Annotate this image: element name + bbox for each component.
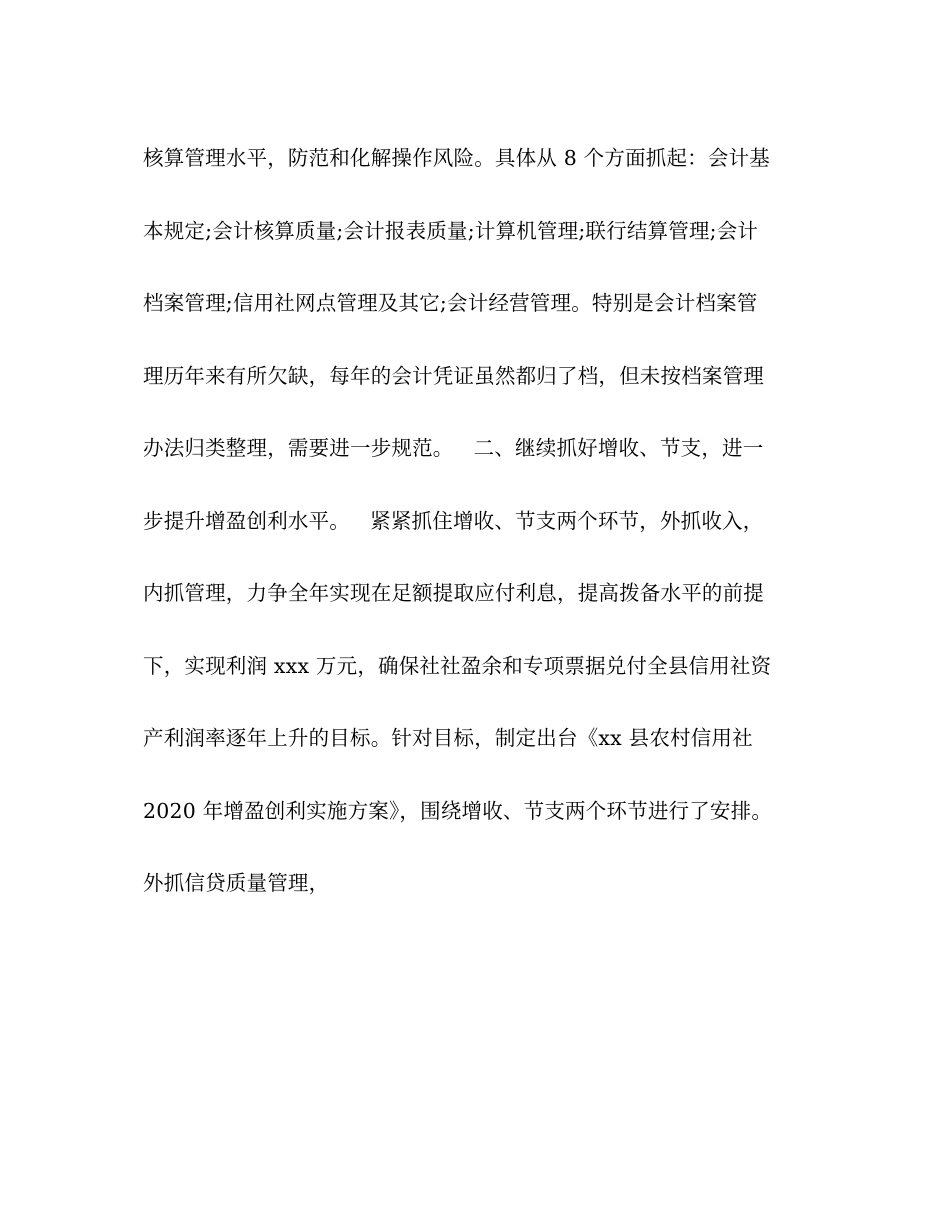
text-line: 办法归类整理，需要进一步规范。 二、继续抓好增收、节支，进一	[143, 436, 764, 460]
body-text	[143, 140, 808, 938]
text-line: 产利润率逐年上升的目标。针对目标，制定出台《xx 县农村信用社	[143, 726, 753, 750]
text-line: 档案管理;信用社网点管理及其它;会计经营管理。特别是会计档案管	[143, 291, 758, 315]
text-line: 2020 年增盈创利实施方案》，围绕增收、节支两个环节进行了安排。	[143, 798, 773, 823]
text-line: 核算管理水平，防范和化解操作风险。具体从 8 个方面抓起：会计基	[143, 146, 770, 170]
text-line: 外抓信贷质量管理，	[143, 871, 330, 895]
text-line: 步提升增盈创利水平。 紧紧抓住增收、节支两个环节，外抓收入，	[143, 508, 764, 533]
text-line: 下，实现利润 xxx 万元，确保社社盈余和专项票据兑付全县信用社资	[143, 653, 772, 678]
text-line: 本规定;会计核算质量;会计报表质量;计算机管理;联行结算管理;会计	[143, 218, 759, 243]
text-line: 理历年来有所欠缺，每年的会计凭证虽然都归了档，但未按档案管理	[143, 363, 764, 388]
text-line: 内抓管理，力争全年实现在足额提取应付利息，提高拨备水平的前提	[143, 581, 764, 605]
